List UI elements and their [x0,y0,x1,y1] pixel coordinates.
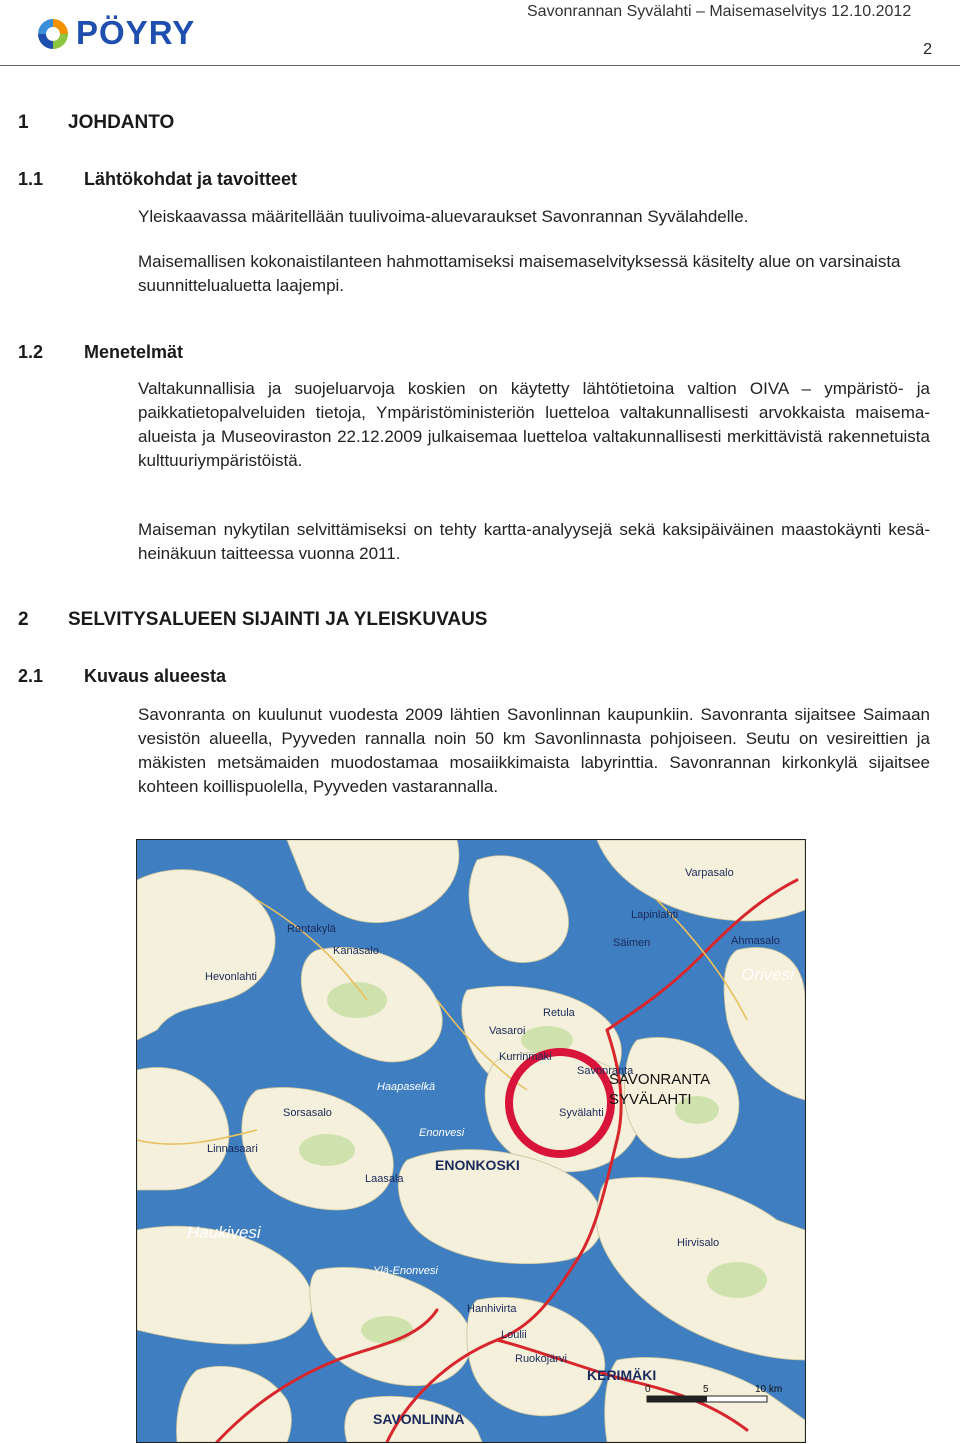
heading-number: 1 [18,112,29,133]
map-label: Ruokojärvi [515,1353,567,1365]
heading-number: 1.2 [18,342,44,362]
map-label: Hanhivirta [467,1303,517,1315]
site-label-line2: SYVÄLAHTI [609,1091,692,1108]
map-label: Enonvesi [419,1127,465,1139]
heading-2 [18,609,487,631]
heading-number: 1.1 [18,169,44,189]
scale-label-ten: 10 km [755,1384,783,1395]
map-label: Varpasalo [685,867,734,879]
map-label: Haapaselkä [377,1081,436,1093]
scale-label-zero: 0 [645,1384,651,1395]
map-canvas [137,840,805,1442]
heading-1-2 [18,342,183,363]
heading-title: JOHDANTO [68,112,175,133]
map-label: Rantakylä [287,923,336,935]
paragraph: Yleiskaavassa määritellään tuulivoima-aluevaraukset Savonrannan Syvälahdelle. [138,207,749,226]
map-label: Vasaroi [489,1025,526,1037]
paragraph: Maiseman nykytilan selvittämiseksi on tehty kartta-analyysejä sekä kaksipäiväinen maastokäynti kesä-heinäkuun taitteessa vuonna 2011. [138,520,930,563]
page-number: 2 [923,41,932,58]
logo-wordmark: PÖYRY [76,14,196,51]
map-label: Säimen [613,937,651,949]
paragraph: Maisemallisen kokonaistilanteen hahmottamiseksi maisemaselvityksessä käsitelty alue on varsinaista suunnittelualuetta laajempi. [138,252,901,295]
map-label: Savonranta [577,1065,634,1077]
heading-number: 2.1 [18,666,44,686]
map-label: Retula [543,1007,575,1019]
map-label: Kurrinmäki [499,1051,552,1063]
site-label-line1: SAVONRANTA [609,1071,711,1088]
heading-title: Menetelmät [84,342,184,362]
map-label: Loulii [501,1329,527,1341]
map-label: SAVONLINNA [373,1411,465,1427]
heading-title: Lähtökohdat ja tavoitteet [84,169,298,189]
poyry-logo-mark [34,16,72,52]
map-label: Laasala [365,1173,404,1185]
heading-2-1 [18,666,226,687]
map-label: Haukivesi [187,1223,261,1242]
heading-title: Kuvaus alueesta [84,666,227,686]
location-map [136,839,806,1443]
document-header-title: Savonrannan Syvälahti – Maisemaselvitys 12.10.2012 [527,3,912,20]
heading-1 [18,112,174,134]
heading-1-1 [18,169,297,190]
map-label: Ahmasalo [731,935,780,947]
poyry-logo [34,16,206,52]
map-label: ENONKOSKI [435,1157,520,1173]
heading-title: SELVITYSALUEEN SIJAINTI JA YLEISKUVAUS [68,609,488,630]
map-label: Syvälahti [559,1107,604,1119]
heading-number: 2 [18,609,29,630]
map-label: Kanasalo [333,945,379,957]
map-label: Lapinlahti [631,909,679,921]
map-label: Orivesi [741,965,794,984]
map-label: KERIMÄKI [587,1367,657,1383]
map-label: Hirvisalo [677,1237,720,1249]
paragraph: Valtakunnallisia ja suojeluarvoja koskien on käytetty lähtötietoina valtion OIVA – ympäristö- ja paikkatietopalveluiden tietoja, Ympäristöministeriön luetteloa valtakunnallisesti arvokkaista maisema-alueista ja Museoviraston 22.12.2009 julkaisemaa luetteloa valtakunnallisesti merkittävistä rakennetuista kulttuuriympäristöistä. [138,379,930,470]
map-label: Linnasaari [207,1143,258,1155]
map-label: Sorsasalo [283,1107,332,1119]
map-label: Ylä-Enonvesi [373,1265,438,1277]
scale-label-five: 5 [703,1384,709,1395]
map-label: Hevonlahti [205,971,257,983]
header-divider [0,65,960,66]
paragraph: Savonranta on kuulunut vuodesta 2009 lähtien Savonlinnan kaupunkiin. Savonranta sijaitsee Saimaan vesistön alueella, Pyyveden rannalla noin 50 km Savonlinnasta pohjoiseen. Seutu on vesireittien ja mäkisten metsämaiden muodostamaa mosaiikkimaista labyrinttia. Savonrannan kirkonkylä sijaitsee kohteen koillispuolella, Pyyveden vastarannalla. [138,705,930,796]
